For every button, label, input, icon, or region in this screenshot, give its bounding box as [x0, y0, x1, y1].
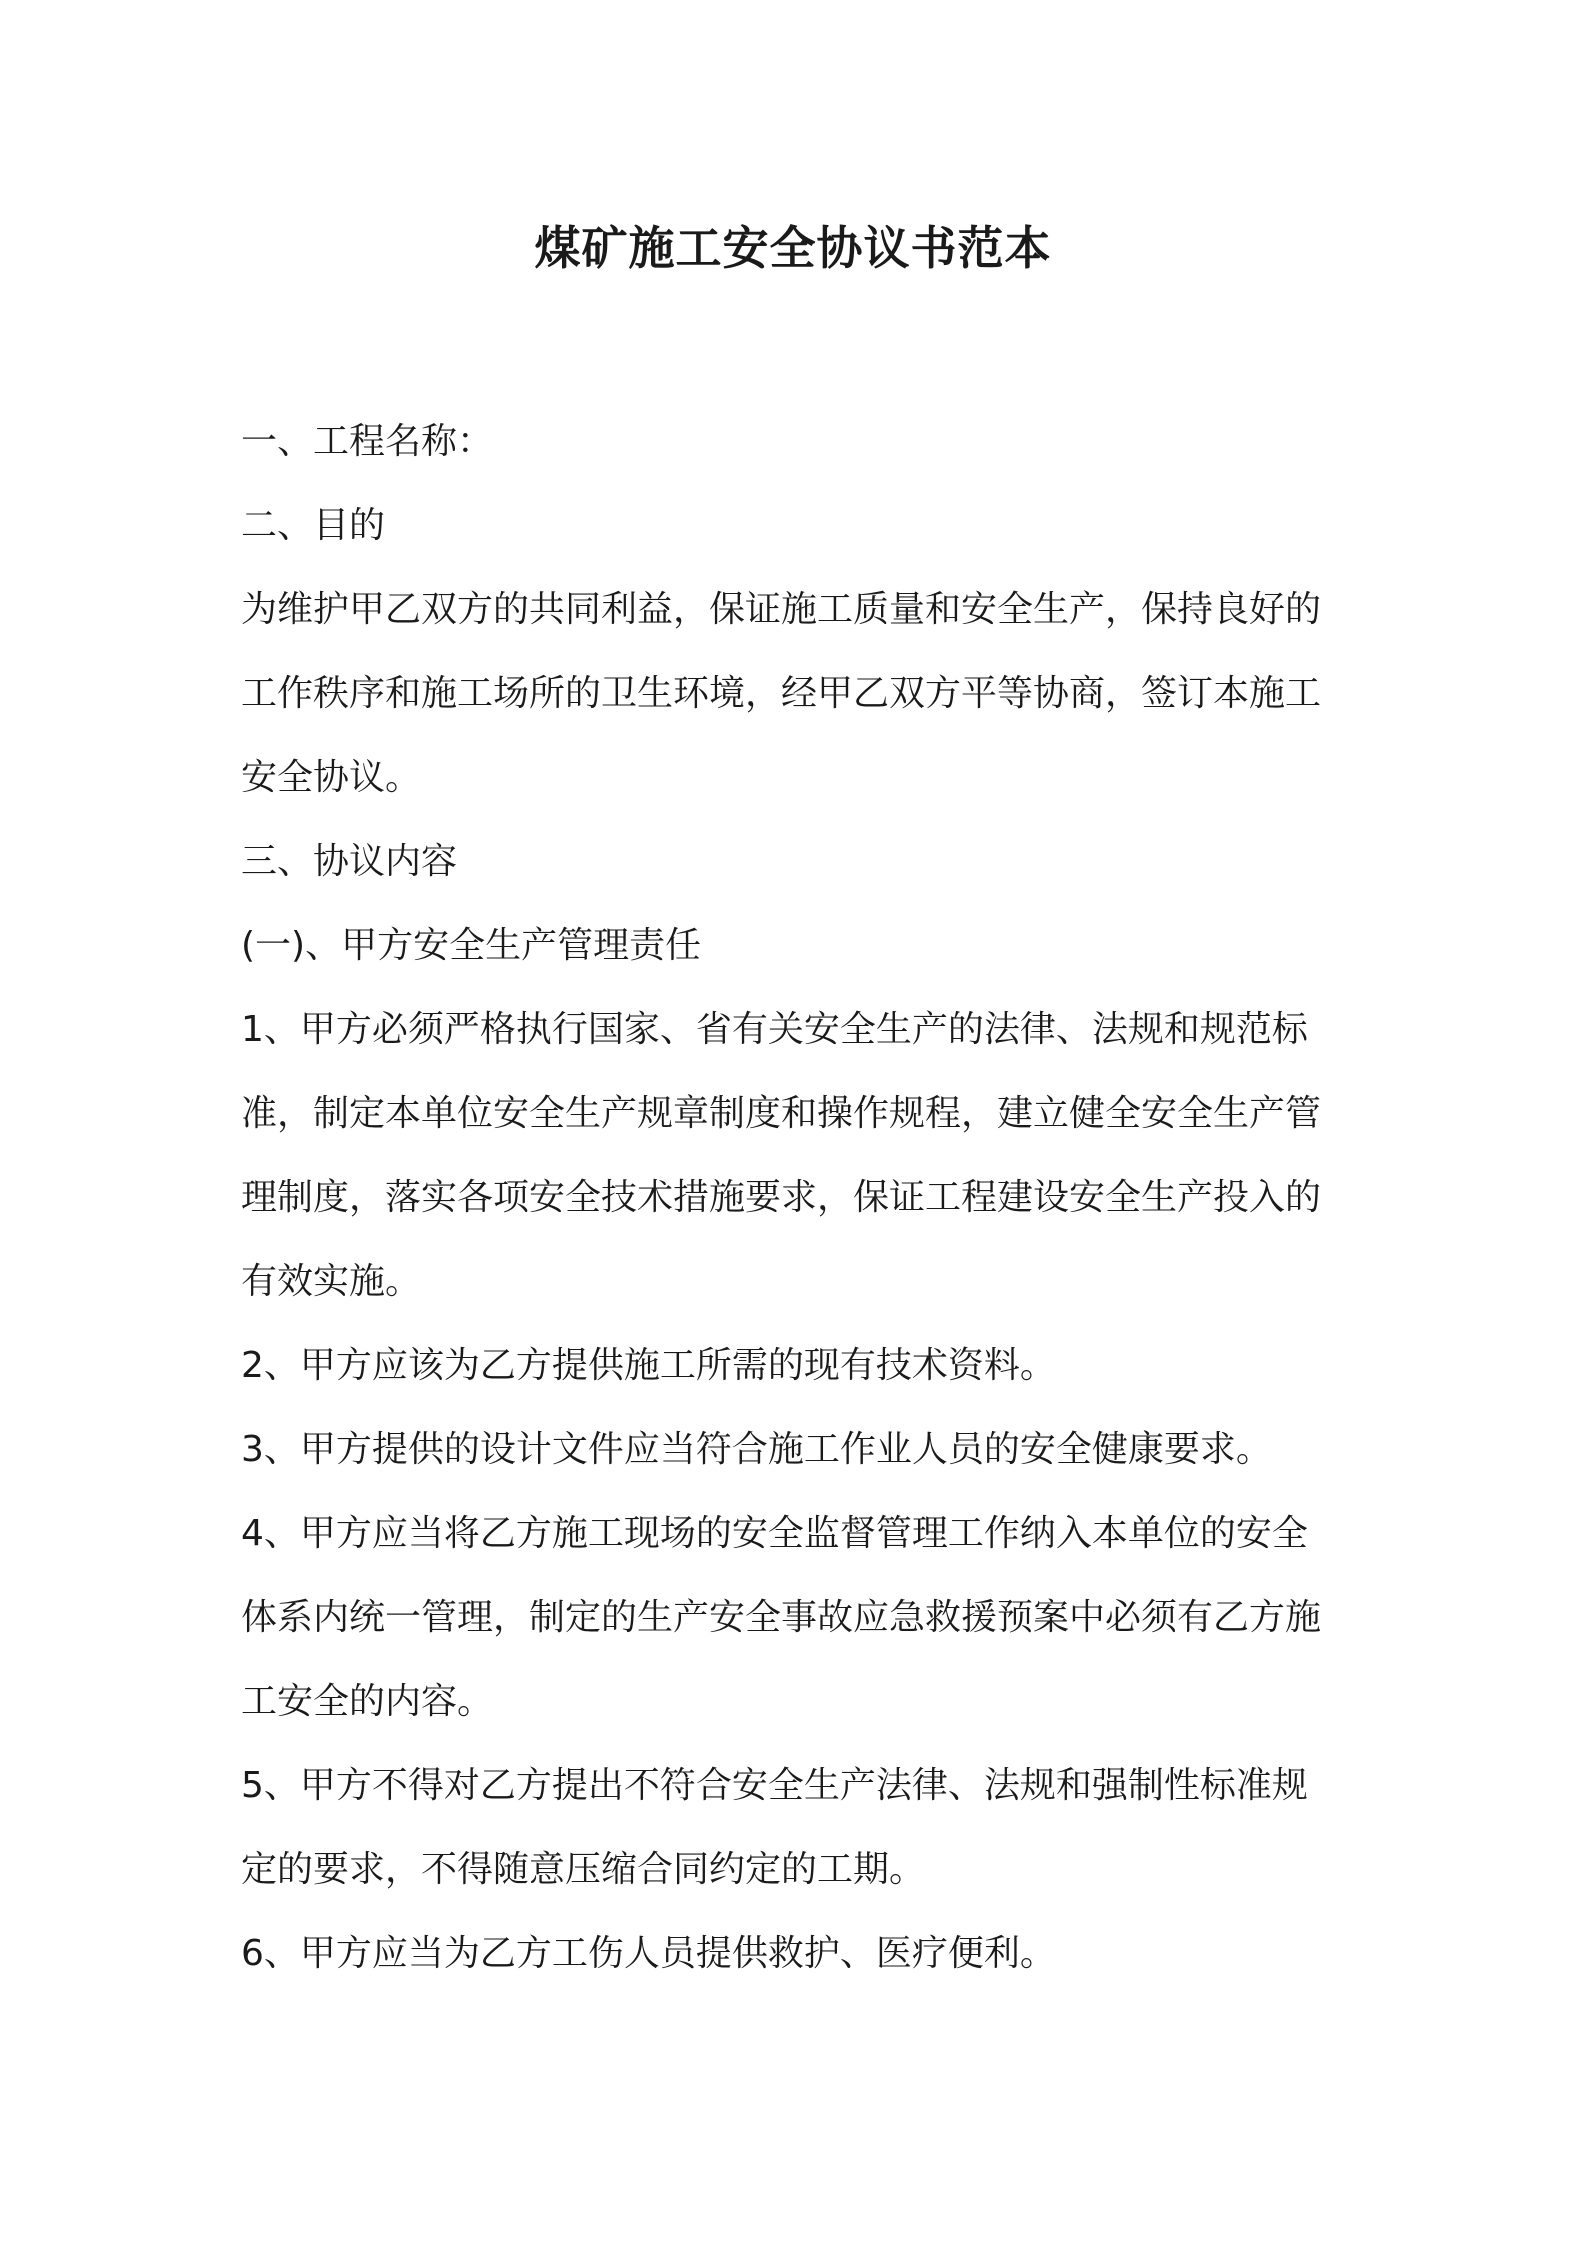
purpose-line-1: 为维护甲乙双方的共同利益，保证施工质量和安全生产，保持良好的 [241, 589, 1322, 630]
subheading-party-a-responsibility: (一)、甲方安全生产管理责任 [241, 925, 702, 966]
document-title: 煤矿施工安全协议书范本 [534, 221, 1052, 275]
purpose-line-2: 工作秩序和施工场所的卫生环境，经甲乙双方平等协商，签订本施工 [241, 673, 1322, 714]
clause-1-line-3: 理制度，落实各项安全技术措施要求，保证工程建设安全生产投入的 [241, 1177, 1322, 1218]
clause-5-line-1: 5、甲方不得对乙方提出不符合安全生产法律、法规和强制性标准规 [241, 1765, 1308, 1806]
clause-1-line-2: 准，制定本单位安全生产规章制度和操作规程，建立健全安全生产管 [241, 1093, 1322, 1134]
clause-2: 2、甲方应该为乙方提供施工所需的现有技术资料。 [241, 1345, 1056, 1386]
clause-1-line-1: 1、甲方必须严格执行国家、省有关安全生产的法律、法规和规范标 [241, 1009, 1308, 1050]
purpose-line-3: 安全协议。 [241, 757, 422, 798]
heading-project-name: 一、工程名称： [241, 421, 494, 462]
heading-purpose: 二、目的 [241, 505, 386, 546]
clause-5-line-2: 定的要求，不得随意压缩合同约定的工期。 [241, 1849, 926, 1890]
document-body [241, 400, 1361, 1996]
clause-6: 6、甲方应当为乙方工伤人员提供救护、医疗便利。 [241, 1933, 1056, 1974]
clause-4-line-2: 体系内统一管理，制定的生产安全事故应急救援预案中必须有乙方施 [241, 1597, 1322, 1638]
clause-3: 3、甲方提供的设计文件应当符合施工作业人员的安全健康要求。 [241, 1429, 1272, 1470]
heading-agreement-content: 三、协议内容 [241, 841, 458, 882]
clause-1-line-4: 有效实施。 [241, 1261, 422, 1302]
clause-4-line-1: 4、甲方应当将乙方施工现场的安全监督管理工作纳入本单位的安全 [241, 1513, 1308, 1554]
clause-4-line-3: 工安全的内容。 [241, 1681, 494, 1722]
